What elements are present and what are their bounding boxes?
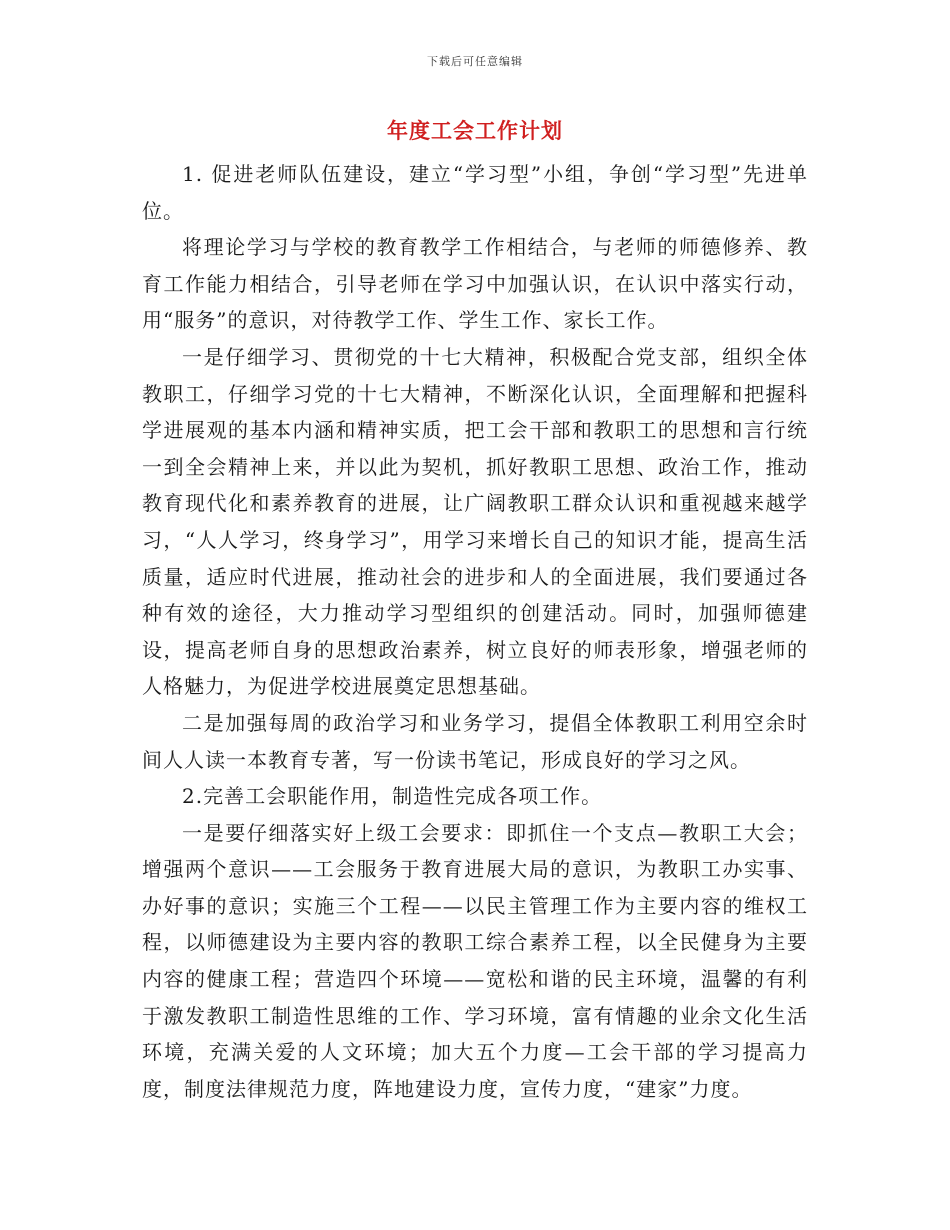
paragraph: 2.完善工会职能作用，制造性完成各项工作。 (182, 784, 603, 809)
header-note: 下载后可任意编辑 (427, 55, 523, 68)
paragraph: 1. 促进老师队伍建设，建立“学习型”小组，争创“学习型”先进单位。 (142, 162, 808, 223)
paragraph: 二是加强每周的政治学习和业务学习，提倡全体教职工利用空余时间人人读一本教育专著，写一份读书笔记，形成良好的学习之风。 (142, 710, 808, 772)
document-body (142, 156, 808, 1107)
document-title: 年度工会工作计划 (387, 118, 563, 143)
paragraph: 一是仔细学习、贯彻党的十七大精神，积极配合党支部，组织全体教职工，仔细学习党的十七大精神，不断深化认识，全面理解和把握科学进展观的基本内涵和精神实质，把工会干部和教职工的思想和言行统一到全会精神上来，并以此为契机，抓好教职工思想、政治工作，推动教育现代化和素养教育的进展，让广阔教职工群众认识和重视越来越学习，“人人学习，终身学习”，用学习来增长自己的知识才能，提高生活质量，适应时代进展，推动社会的进步和人的全面进展，我们要通过各种有效的途径，大力推动学习型组织的创建活动。同时，加强师德建设，提高老师自身的思想政治素养，树立良好的师表形象，增强老师的人格魅力，为促进学校进展奠定思想基础。 (142, 344, 808, 699)
paragraph: 一是要仔细落实好上级工会要求：即抓住一个支点—教职工大会；增强两个意识——工会服务于教育进展大局的意识，为教职工办实事、办好事的意识；实施三个工程——以民主管理工作为主要内容的维权工程，以师德建设为主要内容的教职工综合素养工程，以全民健身为主要内容的健康工程；营造四个环境——宽松和谐的民主环境，温馨的有利于激发教职工制造性思维的工作、学习环境，富有情趣的业余文化生活环境，充满关爱的人文环境；加大五个力度—工会干部的学习提高力度，制度法律规范力度，阵地建设力度，宣传力度，“建家”力度。 (142, 820, 808, 1101)
paragraph: 将理论学习与学校的教育教学工作相结合，与老师的师德修养、教育工作能力相结合，引导老师在学习中加强认识，在认识中落实行动，用“服务”的意识，对待教学工作、学生工作、家长工作。 (142, 235, 808, 333)
